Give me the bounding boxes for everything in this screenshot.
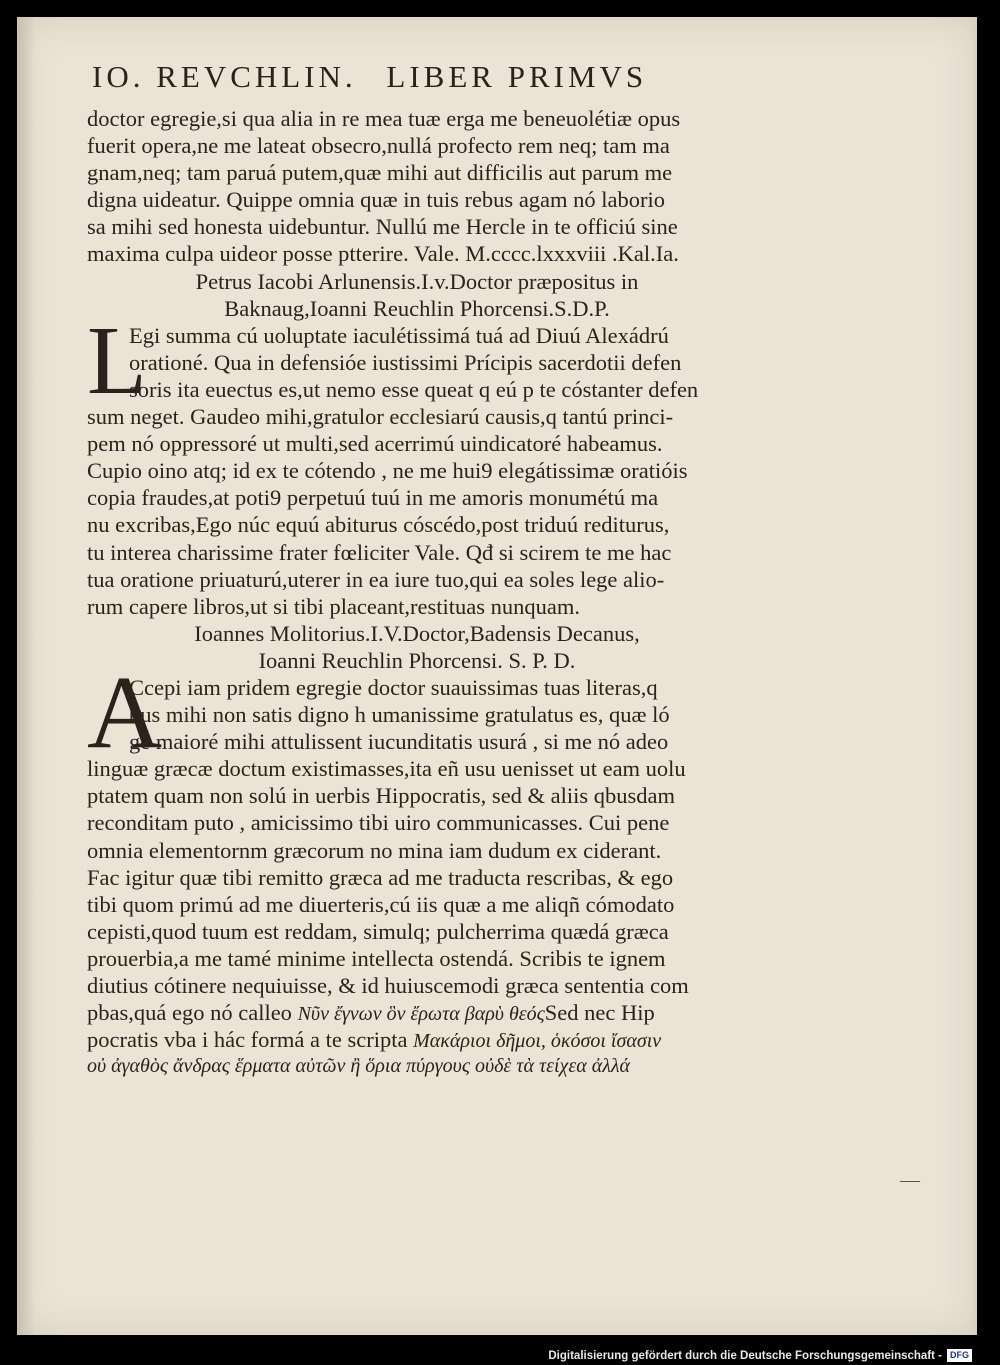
greek-quotation: Νῦν ἔγνων ὃν ἔρωτα βαρὺ θεός — [297, 1003, 545, 1026]
text-line: Ccepi iam pridem egregie doctor suauissimas tuas literas,q — [129, 674, 658, 700]
digitization-footer — [548, 1349, 972, 1362]
text-line-with-greek — [87, 999, 747, 1026]
text-line: copia fraudes,at poti9 perpetuú tuú in me amoris monumétú ma — [87, 485, 659, 511]
running-head-book: LIBER PRIMVS — [386, 59, 648, 94]
text-line: diutius cótinere nequiuisse, & id huiuscemodi græca sententia com — [87, 973, 689, 998]
text-line: gnam,neq; tam paruá putem,quæ mihi aut difficilis aut parum me — [87, 160, 673, 186]
text-line: orationé. Qua in defensióe iustissimi Prícipis sacerdotii defen — [129, 349, 682, 375]
text-segment: pbas,quá ego nó calleo — [87, 1000, 292, 1026]
text-line: maxima culpa uideor posse ptterire. Vale. M.cccc.lxxxviii .Kal.Ia. — [87, 241, 679, 267]
text-line: reconditam puto , amicissimo tibi uiro communicasses. Cui pene — [87, 810, 670, 836]
text-line: ge maioré mihi attulissent iucunditatis usurá , si me nó adeo — [129, 729, 669, 755]
text-line-with-greek — [87, 1026, 747, 1053]
text-line: doctor egregie,si qua alia in re mea tuæ erga me beneuolétiæ opus — [87, 106, 681, 131]
text-line: linguæ græcæ doctum existimasses,ita eñ usu uenisset ut eam uolu — [87, 756, 686, 782]
text-segment: Sed nec Hip — [544, 1000, 655, 1026]
letter-heading-line: Baknaug,Ioanni Reuchlin Phorcensi.S.D.P. — [224, 295, 610, 321]
text-line: omnia elementornm græcorum no mina iam dudum ex ciderant. — [87, 837, 662, 863]
text-line: cepisti,quod tuum est reddam, simulq; pulcherrima quædá græca — [87, 918, 669, 944]
catchword-mark: — — [900, 1169, 922, 1191]
text-line: tua oratione priuaturú,uterer in ea iure tuo,qui ea soles lege alio- — [87, 566, 665, 592]
letter-heading-line: Ioanni Reuchlin Phorcensi. S. P. D. — [258, 647, 576, 673]
page-body-text — [87, 105, 747, 1080]
page-gutter-shadow — [17, 17, 35, 1335]
text-line: bus mihi non satis digno h umanissime gratulatus es, quæ ló — [129, 702, 670, 728]
footer-credit: Digitalisierung gefördert durch die Deutsche Forschungsgemeinschaft - — [548, 1349, 942, 1362]
greek-quotation-line: οὐ ἀγαθὸς ἄνδρας ἕρματα αὐτῶν ἢ ὅρια πύργους οὐδὲ τὰ τείχεα ἀλλά — [87, 1055, 631, 1078]
running-head-author: IO. REVCHLIN. — [92, 59, 357, 94]
letter-heading-line: Ioannes Molitorius.I.V.Doctor,Badensis Decanus, — [194, 620, 640, 646]
running-head — [92, 59, 742, 95]
text-line: prouerbia,a me tamé minime intellecta ostendá. Scribis te ignem — [87, 945, 666, 971]
text-line: tibi quom primú ad me diuerteris,cú iis quæ a me aliqñ cómodato — [87, 891, 675, 917]
text-line: nu excribas,Ego núc equú abiturus cóscédo,post triduú rediturus, — [87, 512, 670, 538]
drop-cap-initial: L — [87, 306, 147, 415]
drop-cap-initial: A — [87, 654, 163, 770]
book-page — [17, 17, 977, 1335]
page-edge — [971, 17, 977, 1335]
text-segment: pocratis vba i hác formá a te scripta — [87, 1027, 408, 1053]
text-line: digna uideatur. Quippe omnia quæ in tuis rebus agam nó laborio — [87, 187, 666, 213]
text-line: soris ita euectus es,ut nemo esse queat q eú p te cóstanter defen — [129, 376, 699, 402]
text-line: tu interea charissime frater fœliciter Vale. Qđ si scirem te me hac — [87, 539, 672, 565]
text-line: Cupio oino atq; id ex te cótendo , ne me hui9 elegátissimæ oratióis — [87, 458, 688, 484]
text-line: Egi summa cú uoluptate iaculétissimá tuá ad Diuú Alexádrú — [129, 322, 669, 348]
text-line: sum neget. Gaudeo mihi,gratulor ecclesiarú causis,q tantú princi- — [87, 404, 674, 430]
letter-heading-line: Petrus Iacobi Arlunensis.I.v.Doctor præpositus in — [195, 268, 639, 294]
text-line: sa mihi sed honesta uidebuntur. Nullú me Hercle in te officiú sine — [87, 214, 678, 240]
dfg-logo: DFG — [947, 1349, 972, 1362]
text-line: ptatem quam non solú in uerbis Hippocratis, sed & aliis qbusdam — [87, 783, 676, 809]
text-line: Fac igitur quæ tibi remitto græca ad me traducta rescribas, & ego — [87, 864, 674, 890]
greek-quotation: Μακάριοι δῆμοι, ὁκόσοι ἴσασιν — [413, 1030, 662, 1053]
text-line: rum capere libros,ut si tibi placeant,restituas nunquam. — [87, 593, 580, 619]
text-line: pem nó oppressoré ut multi,sed acerrimú uindicatoré habeamus. — [87, 431, 663, 457]
text-line: fuerit opera,ne me lateat obsecro,nullá profecto rem neq; tam ma — [87, 133, 670, 159]
